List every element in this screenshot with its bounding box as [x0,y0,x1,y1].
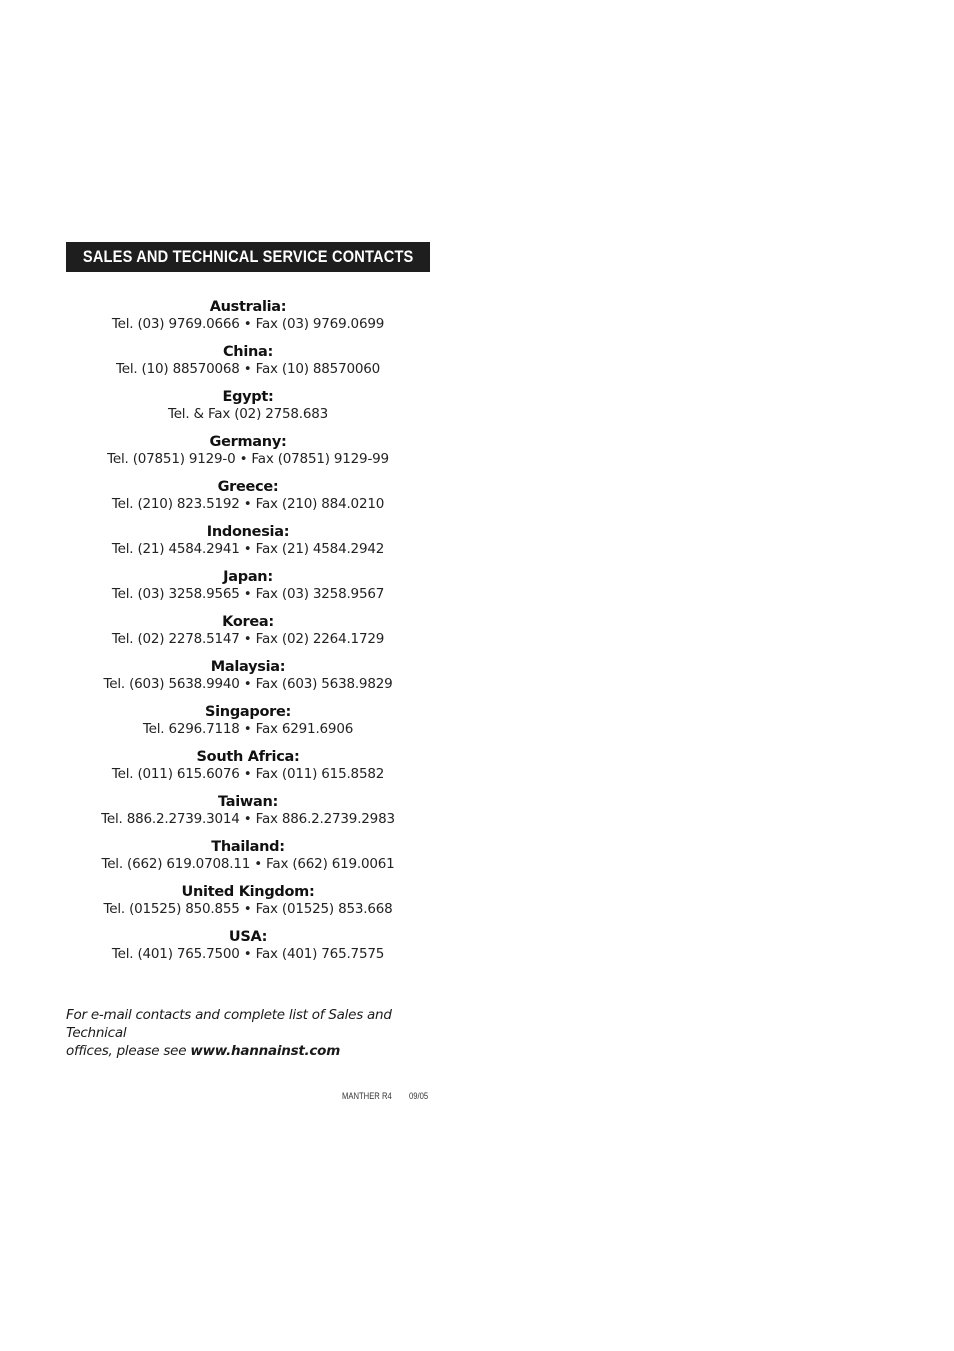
contact-entry [66,433,430,478]
footer-note-line: For e-mail contacts and complete list of Sales and Technical [66,1007,392,1041]
country-name: Australia: [209,299,287,315]
phone-fax: Tel. (603) 5638.9940 • Fax (603) 5638.9829 [103,676,393,692]
document-date-code: 09/05 [409,1091,429,1101]
contact-entry [66,523,430,568]
country-name: Greece: [217,479,279,495]
phone-fax: Tel. (01525) 850.855 • Fax (01525) 853.668 [103,901,393,917]
country-name: Singapore: [204,704,292,720]
contact-entry [66,748,430,793]
phone-fax: Tel. (401) 765.7500 • Fax (401) 765.7575 [111,946,385,962]
phone-fax: Tel. 6296.7118 • Fax 6291.6906 [142,721,354,737]
country-name: Japan: [223,569,273,585]
document-model-code: MANTHER R4 [342,1091,392,1101]
contact-entry [66,703,430,748]
section-title: SALES AND TECHNICAL SERVICE CONTACTS [82,247,414,266]
contact-entry [66,343,430,388]
country-name: China: [222,344,274,360]
contact-entry [66,838,430,883]
contacts-list [66,298,430,973]
country-name: Indonesia: [206,524,290,540]
country-name: USA: [228,929,268,945]
phone-fax: Tel. (10) 88570068 • Fax (10) 88570060 [115,361,381,377]
phone-fax: Tel. 886.2.2739.3014 • Fax 886.2.2739.2983 [101,811,395,827]
country-name: Malaysia: [210,659,286,675]
contact-entry [66,883,430,928]
phone-fax: Tel. (210) 823.5192 • Fax (210) 884.0210 [111,496,385,512]
phone-fax: Tel. (662) 619.0708.11 • Fax (662) 619.0061 [101,856,395,872]
footer-note-line [66,1042,446,1060]
phone-fax: Tel. (21) 4584.2941 • Fax (21) 4584.2942 [111,541,385,557]
contact-entry [66,928,430,973]
country-name: Korea: [222,614,274,630]
contact-entry [66,613,430,658]
country-name: Thailand: [211,839,285,855]
website-link[interactable]: www.hannainst.com [190,1043,341,1059]
country-name: Germany: [209,434,287,450]
footer-note-prefix: offices, please see [66,1043,187,1059]
phone-fax: Tel. (07851) 9129-0 • Fax (07851) 9129-99 [107,451,389,467]
phone-fax: Tel. (011) 615.6076 • Fax (011) 615.8582 [111,766,385,782]
phone-fax: Tel. (02) 2278.5147 • Fax (02) 2264.1729 [111,631,385,647]
country-name: Taiwan: [218,794,278,810]
contact-entry [66,388,430,433]
phone-fax: Tel. (03) 9769.0666 • Fax (03) 9769.0699 [111,316,385,332]
country-name: United Kingdom: [181,884,315,900]
contact-entry [66,793,430,838]
country-name: Egypt: [222,389,274,405]
footer-note [66,1006,446,1060]
contact-entry [66,658,430,703]
contact-entry [66,298,430,343]
country-name: South Africa: [196,749,300,765]
section-header-bar [66,242,430,272]
phone-fax: Tel. & Fax (02) 2758.683 [167,406,329,422]
phone-fax: Tel. (03) 3258.9565 • Fax (03) 3258.9567 [111,586,385,602]
contact-entry [66,478,430,523]
contact-entry [66,568,430,613]
